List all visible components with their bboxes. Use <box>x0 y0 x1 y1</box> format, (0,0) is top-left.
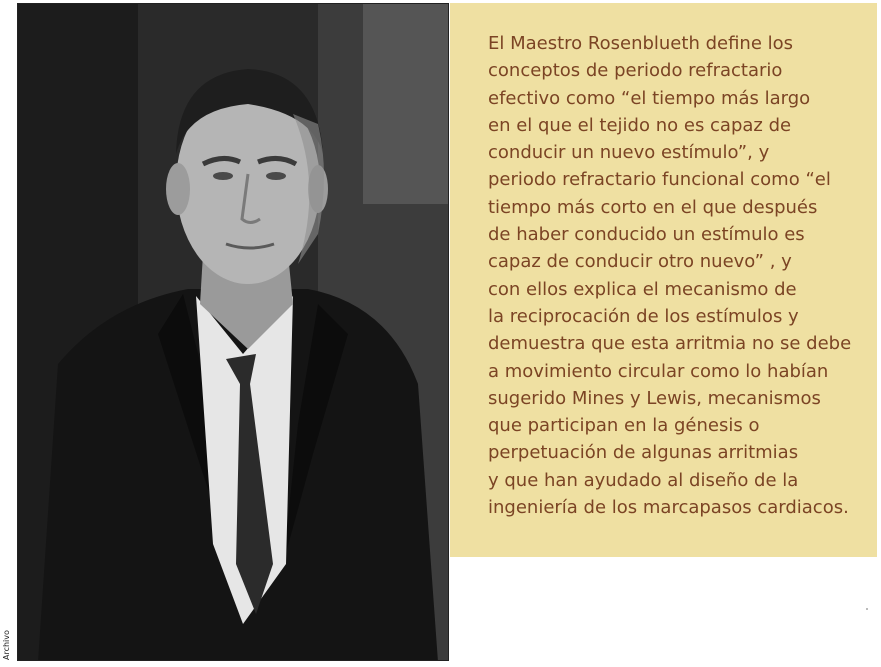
quote-panel <box>450 3 877 557</box>
text-line: y que han ayudado al diseño de la <box>488 469 799 491</box>
text-line: en el que el tejido no es capaz de <box>488 114 792 136</box>
text-line: la reciprocación de los estímulos y <box>488 305 799 327</box>
text-line: sugerido Mines y Lewis, mecanismos <box>488 387 821 409</box>
text-line: conducir un nuevo estímulo”, y <box>488 142 770 164</box>
quote-text <box>488 30 873 521</box>
text-line: El Maestro Rosenblueth define los <box>488 33 794 54</box>
photo-credit: Archivo <box>2 630 11 660</box>
text-line: periodo refractario funcional como “el <box>488 169 831 191</box>
portrait-illustration <box>18 4 449 661</box>
text-line: con ellos explica el mecanismo de <box>488 278 797 300</box>
text-line: que participan en la génesis o <box>488 415 760 437</box>
stray-mark <box>866 608 868 610</box>
text-line: ingeniería de los marcapasos cardiacos. <box>488 497 849 519</box>
text-line: demuestra que esta arritmia no se debe <box>488 333 852 355</box>
text-line: perpetuación de algunas arritmias <box>488 442 799 464</box>
text-line: capaz de conducir otro nuevo” , y <box>488 251 792 273</box>
text-line: conceptos de periodo refractario <box>488 60 783 82</box>
text-line: de haber conducido un estímulo es <box>488 224 805 246</box>
text-line: a movimiento circular como lo habían <box>488 360 829 382</box>
text-line: tiempo más corto en el que después <box>488 196 818 218</box>
text-line: efectivo como “el tiempo más largo <box>488 87 811 109</box>
portrait-photo <box>17 3 449 661</box>
